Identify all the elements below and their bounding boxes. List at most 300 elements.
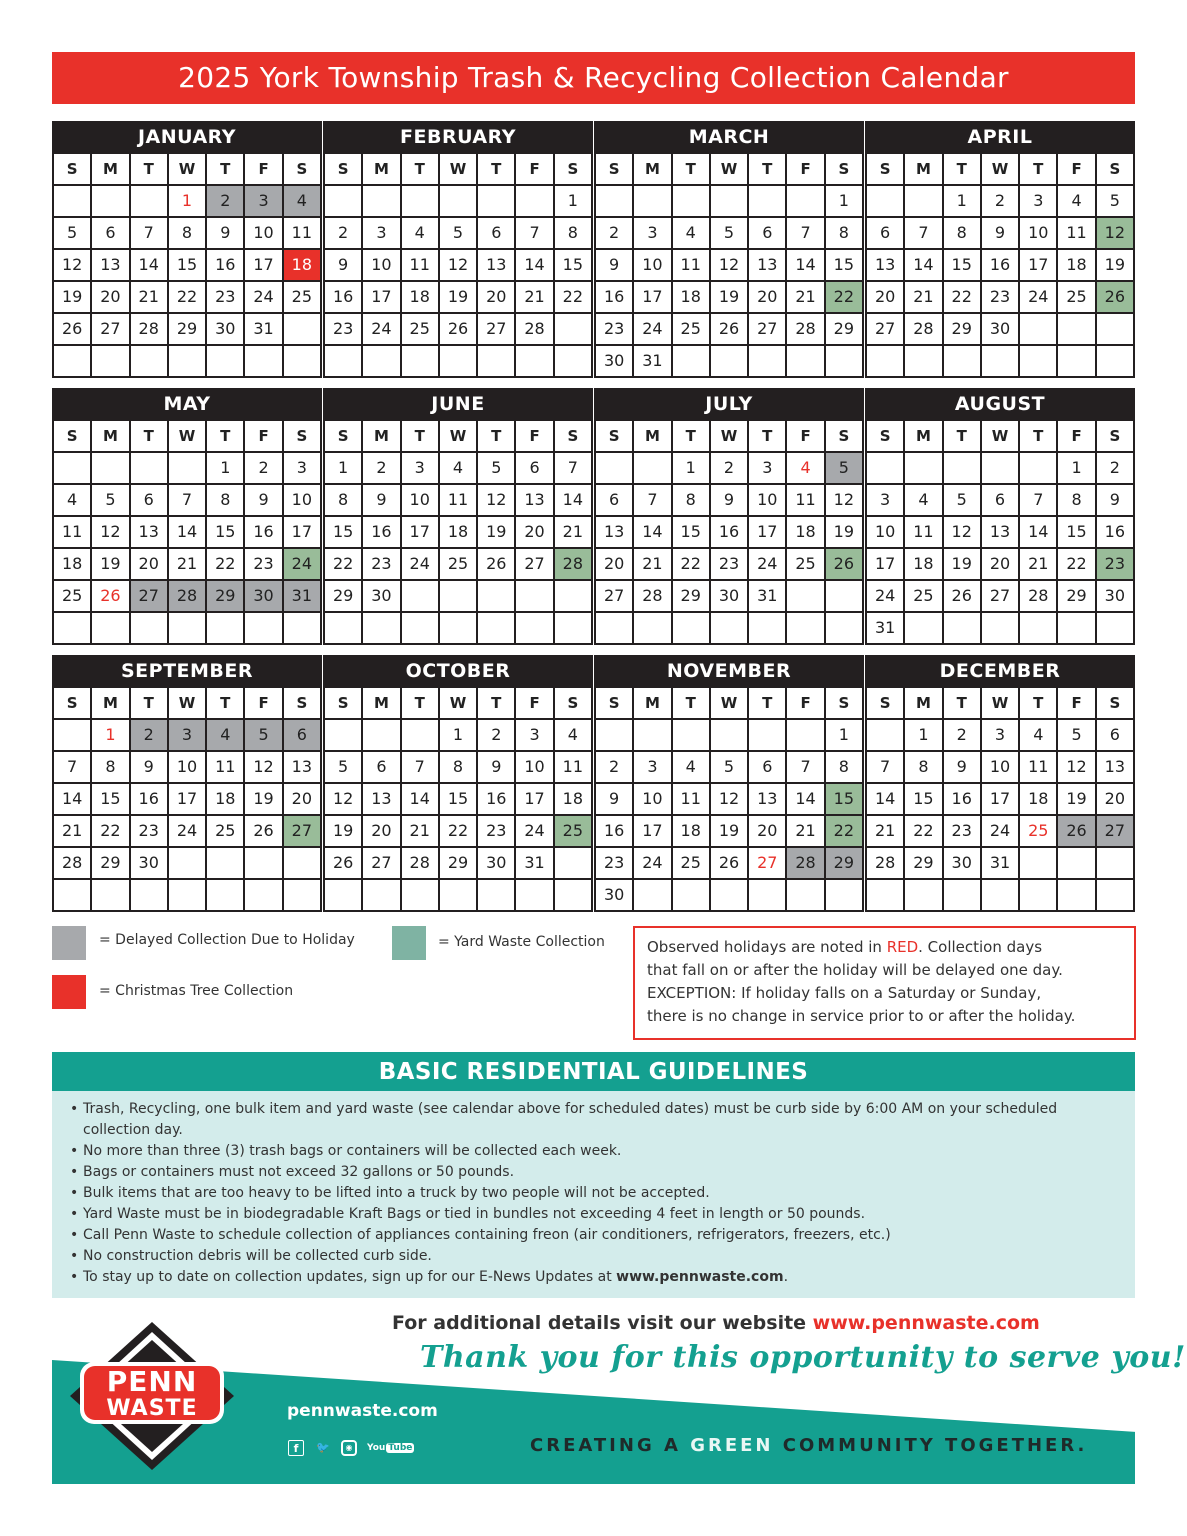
- day-cell: 27: [749, 314, 787, 346]
- empty-day-cell: [516, 880, 554, 912]
- empty-day-cell: [867, 720, 905, 752]
- weekday-header: S: [826, 688, 864, 720]
- weekday-header: F: [516, 154, 554, 186]
- weekday-header: S: [325, 421, 363, 453]
- site-url-link[interactable]: pennwaste.com: [287, 1401, 438, 1421]
- empty-day-cell: [1020, 880, 1058, 912]
- day-cell: 23: [596, 314, 634, 346]
- weekday-header: M: [634, 154, 672, 186]
- day-cell: 18: [1058, 250, 1096, 282]
- day-cell: 13: [1097, 752, 1135, 784]
- empty-day-cell: [92, 613, 130, 645]
- day-cell: 30: [596, 880, 634, 912]
- day-cell: 12: [711, 784, 749, 816]
- weekday-header: S: [596, 421, 634, 453]
- empty-day-cell: [867, 880, 905, 912]
- day-cell: 21: [634, 549, 672, 581]
- empty-day-cell: [634, 186, 672, 218]
- empty-day-cell: [131, 186, 169, 218]
- day-cell: 26: [944, 581, 982, 613]
- day-cell: 23: [711, 549, 749, 581]
- day-cell: 15: [92, 784, 130, 816]
- day-cell: 26: [325, 848, 363, 880]
- day-cell: 26: [711, 314, 749, 346]
- weekday-header: S: [284, 688, 322, 720]
- day-cell: 1: [826, 720, 864, 752]
- day-cell: 8: [325, 485, 363, 517]
- day-cell: 25: [673, 848, 711, 880]
- weekday-header: F: [516, 421, 554, 453]
- day-cell: 11: [402, 250, 440, 282]
- day-cell: 3: [634, 218, 672, 250]
- weekday-header: S: [555, 154, 593, 186]
- day-cell: 21: [867, 816, 905, 848]
- day-cell: 24: [516, 816, 554, 848]
- day-cell: 31: [982, 848, 1020, 880]
- day-cell: 10: [634, 250, 672, 282]
- weekday-header: T: [131, 688, 169, 720]
- day-cell: 11: [787, 485, 825, 517]
- day-cell: 18: [905, 549, 943, 581]
- legend-delayed-label: = Delayed Collection Due to Holiday: [99, 932, 355, 948]
- day-cell: 9: [245, 485, 283, 517]
- empty-day-cell: [92, 346, 130, 378]
- day-cell: 20: [749, 282, 787, 314]
- day-cell: 1: [440, 720, 478, 752]
- day-cell: 24: [634, 314, 672, 346]
- month-day-grid: [323, 419, 593, 645]
- empty-day-cell: [711, 613, 749, 645]
- day-cell: 9: [325, 250, 363, 282]
- weekday-header: W: [711, 688, 749, 720]
- weekday-header: W: [169, 421, 207, 453]
- day-cell: 15: [673, 517, 711, 549]
- day-cell: 3: [363, 218, 401, 250]
- day-cell: 18: [673, 816, 711, 848]
- twitter-icon[interactable]: 🐦: [316, 1441, 330, 1454]
- day-cell: 13: [749, 784, 787, 816]
- empty-day-cell: [944, 453, 982, 485]
- day-cell: 21: [787, 282, 825, 314]
- day-cell: 15: [826, 784, 864, 816]
- facebook-icon[interactable]: f: [288, 1440, 304, 1456]
- day-cell: 4: [440, 453, 478, 485]
- empty-day-cell: [982, 880, 1020, 912]
- empty-day-cell: [867, 346, 905, 378]
- month-day-grid: [52, 419, 322, 645]
- month-january: [52, 121, 322, 378]
- day-cell: 4: [207, 720, 245, 752]
- weekday-header: F: [787, 154, 825, 186]
- empty-day-cell: [92, 186, 130, 218]
- month-header: FEBRUARY: [323, 121, 593, 152]
- empty-day-cell: [402, 186, 440, 218]
- empty-day-cell: [440, 186, 478, 218]
- day-cell: 14: [787, 784, 825, 816]
- empty-day-cell: [867, 453, 905, 485]
- day-cell: 19: [478, 517, 516, 549]
- empty-day-cell: [284, 613, 322, 645]
- empty-day-cell: [634, 453, 672, 485]
- weekday-header: S: [596, 688, 634, 720]
- empty-day-cell: [905, 186, 943, 218]
- day-cell: 8: [673, 485, 711, 517]
- empty-day-cell: [1058, 314, 1096, 346]
- day-cell: 17: [634, 816, 672, 848]
- weekday-header: W: [440, 421, 478, 453]
- weekday-header: M: [92, 421, 130, 453]
- day-cell: 30: [982, 314, 1020, 346]
- note-line1-b: . Collection days: [918, 938, 1043, 956]
- empty-day-cell: [634, 720, 672, 752]
- day-cell: 19: [92, 549, 130, 581]
- empty-day-cell: [440, 613, 478, 645]
- tagline: [530, 1435, 1087, 1456]
- month-june: [323, 388, 593, 645]
- day-cell: 4: [905, 485, 943, 517]
- empty-day-cell: [555, 581, 593, 613]
- day-cell: 7: [1020, 485, 1058, 517]
- day-cell: 29: [905, 848, 943, 880]
- weekday-header: S: [325, 154, 363, 186]
- day-cell: 31: [749, 581, 787, 613]
- day-cell: 17: [402, 517, 440, 549]
- empty-day-cell: [1058, 848, 1096, 880]
- day-cell: 11: [673, 784, 711, 816]
- day-cell: 31: [284, 581, 322, 613]
- day-cell: 29: [673, 581, 711, 613]
- weekday-header: T: [673, 154, 711, 186]
- day-cell: 27: [982, 581, 1020, 613]
- weekday-header: F: [245, 154, 283, 186]
- guideline-last-suffix: .: [783, 1269, 789, 1285]
- weekday-header: T: [673, 421, 711, 453]
- empty-day-cell: [787, 880, 825, 912]
- day-cell: 20: [131, 549, 169, 581]
- empty-day-cell: [673, 186, 711, 218]
- day-cell: 16: [131, 784, 169, 816]
- empty-day-cell: [1020, 453, 1058, 485]
- weekday-header: W: [982, 688, 1020, 720]
- empty-day-cell: [826, 613, 864, 645]
- empty-day-cell: [555, 346, 593, 378]
- day-cell: 1: [673, 453, 711, 485]
- day-cell: 23: [207, 282, 245, 314]
- day-cell: 10: [749, 485, 787, 517]
- empty-day-cell: [982, 613, 1020, 645]
- day-cell: 22: [826, 282, 864, 314]
- weekday-header: F: [245, 688, 283, 720]
- youtube-tube: Tube: [388, 1443, 413, 1453]
- day-cell: 6: [749, 218, 787, 250]
- visit-url-link[interactable]: www.pennwaste.com: [812, 1312, 1040, 1334]
- day-cell: 7: [787, 218, 825, 250]
- weekday-header: F: [516, 688, 554, 720]
- day-cell: 8: [826, 218, 864, 250]
- weekday-header: F: [787, 688, 825, 720]
- month-header: AUGUST: [865, 388, 1135, 419]
- weekday-header: S: [1097, 421, 1135, 453]
- day-cell: 26: [92, 581, 130, 613]
- weekday-header: S: [867, 154, 905, 186]
- day-cell: 2: [363, 453, 401, 485]
- day-cell: 29: [325, 581, 363, 613]
- day-cell: 18: [54, 549, 92, 581]
- day-cell: 28: [867, 848, 905, 880]
- month-header: JULY: [594, 388, 864, 419]
- day-cell: 9: [363, 485, 401, 517]
- day-cell: 23: [478, 816, 516, 848]
- day-cell: 11: [905, 517, 943, 549]
- day-cell: 6: [867, 218, 905, 250]
- empty-day-cell: [1020, 314, 1058, 346]
- day-cell: 30: [363, 581, 401, 613]
- instagram-icon[interactable]: [341, 1440, 357, 1456]
- day-cell: 24: [749, 549, 787, 581]
- day-cell: 4: [787, 453, 825, 485]
- day-cell: 26: [711, 848, 749, 880]
- page-title: 2025 York Township Trash & Recycling Collection Calendar: [52, 52, 1135, 104]
- day-cell: 21: [131, 282, 169, 314]
- day-cell: 12: [440, 250, 478, 282]
- day-cell: 14: [402, 784, 440, 816]
- weekday-header: T: [749, 421, 787, 453]
- empty-day-cell: [54, 720, 92, 752]
- day-cell: 12: [54, 250, 92, 282]
- day-cell: 13: [478, 250, 516, 282]
- day-cell: 5: [944, 485, 982, 517]
- day-cell: 18: [284, 250, 322, 282]
- empty-day-cell: [634, 613, 672, 645]
- empty-day-cell: [1097, 880, 1135, 912]
- day-cell: 1: [325, 453, 363, 485]
- month-november: [594, 655, 864, 912]
- day-cell: 28: [54, 848, 92, 880]
- weekday-header: F: [1058, 421, 1096, 453]
- tagline-b: COMMUNITY TOGETHER.: [773, 1435, 1088, 1456]
- day-cell: 2: [325, 218, 363, 250]
- day-cell: 22: [92, 816, 130, 848]
- day-cell: 1: [826, 186, 864, 218]
- day-cell: 14: [787, 250, 825, 282]
- day-cell: 19: [1058, 784, 1096, 816]
- day-cell: 3: [1020, 186, 1058, 218]
- day-cell: 25: [1020, 816, 1058, 848]
- day-cell: 8: [1058, 485, 1096, 517]
- day-cell: 26: [440, 314, 478, 346]
- day-cell: 22: [826, 816, 864, 848]
- empty-day-cell: [363, 880, 401, 912]
- day-cell: 4: [1020, 720, 1058, 752]
- weekday-header: T: [402, 421, 440, 453]
- empty-day-cell: [478, 880, 516, 912]
- day-cell: 6: [284, 720, 322, 752]
- day-cell: 2: [207, 186, 245, 218]
- empty-day-cell: [1097, 613, 1135, 645]
- month-day-grid: [865, 419, 1135, 645]
- guidelines-list: [52, 1091, 1135, 1288]
- day-cell: 25: [673, 314, 711, 346]
- day-cell: 6: [92, 218, 130, 250]
- empty-day-cell: [905, 880, 943, 912]
- weekday-header: T: [207, 688, 245, 720]
- day-cell: 29: [92, 848, 130, 880]
- instagram-glyph: ◉: [345, 1443, 353, 1452]
- empty-day-cell: [749, 613, 787, 645]
- day-cell: 19: [54, 282, 92, 314]
- day-cell: 23: [245, 549, 283, 581]
- weekday-header: T: [944, 154, 982, 186]
- day-cell: 27: [749, 848, 787, 880]
- day-cell: 12: [826, 485, 864, 517]
- day-cell: 7: [402, 752, 440, 784]
- day-cell: 11: [1058, 218, 1096, 250]
- month-august: [865, 388, 1135, 645]
- month-may: [52, 388, 322, 645]
- day-cell: 19: [711, 282, 749, 314]
- guideline-url-link[interactable]: www.pennwaste.com: [616, 1269, 784, 1285]
- youtube-icon[interactable]: [367, 1440, 413, 1456]
- empty-day-cell: [325, 720, 363, 752]
- day-cell: 19: [440, 282, 478, 314]
- day-cell: 10: [516, 752, 554, 784]
- visit-line: [392, 1312, 1040, 1334]
- day-cell: 13: [284, 752, 322, 784]
- day-cell: 12: [478, 485, 516, 517]
- day-cell: 1: [92, 720, 130, 752]
- day-cell: 23: [325, 314, 363, 346]
- empty-day-cell: [1097, 314, 1135, 346]
- day-cell: 18: [402, 282, 440, 314]
- day-cell: 18: [555, 784, 593, 816]
- day-cell: 15: [207, 517, 245, 549]
- day-cell: 14: [516, 250, 554, 282]
- day-cell: 15: [944, 250, 982, 282]
- day-cell: 28: [787, 314, 825, 346]
- day-cell: 11: [555, 752, 593, 784]
- guideline-last-prefix: To stay up to date on collection updates, sign up for our E-News Updates at: [83, 1269, 617, 1285]
- day-cell: 5: [325, 752, 363, 784]
- day-cell: 16: [207, 250, 245, 282]
- day-cell: 22: [944, 282, 982, 314]
- day-cell: 5: [245, 720, 283, 752]
- day-cell: 21: [169, 549, 207, 581]
- empty-day-cell: [478, 581, 516, 613]
- empty-day-cell: [787, 720, 825, 752]
- empty-day-cell: [325, 186, 363, 218]
- day-cell: 22: [555, 282, 593, 314]
- weekday-header: T: [673, 688, 711, 720]
- day-cell: 3: [749, 453, 787, 485]
- day-cell: 28: [787, 848, 825, 880]
- day-cell: 6: [363, 752, 401, 784]
- day-cell: 6: [749, 752, 787, 784]
- weekday-header: M: [363, 154, 401, 186]
- day-cell: 15: [1058, 517, 1096, 549]
- day-cell: 17: [1020, 250, 1058, 282]
- day-cell: 21: [1020, 549, 1058, 581]
- weekday-header: S: [325, 688, 363, 720]
- month-header: JUNE: [323, 388, 593, 419]
- day-cell: 27: [284, 816, 322, 848]
- day-cell: 30: [1097, 581, 1135, 613]
- day-cell: 26: [245, 816, 283, 848]
- day-cell: 2: [596, 218, 634, 250]
- weekday-header: T: [749, 154, 787, 186]
- empty-day-cell: [207, 613, 245, 645]
- day-cell: 26: [1058, 816, 1096, 848]
- day-cell: 5: [54, 218, 92, 250]
- empty-day-cell: [402, 613, 440, 645]
- weekday-header: T: [1020, 421, 1058, 453]
- weekday-header: T: [402, 688, 440, 720]
- day-cell: 29: [440, 848, 478, 880]
- day-cell: 24: [169, 816, 207, 848]
- day-cell: 7: [131, 218, 169, 250]
- day-cell: 17: [245, 250, 283, 282]
- day-cell: 26: [1097, 282, 1135, 314]
- day-cell: 5: [1058, 720, 1096, 752]
- note-line3: EXCEPTION: If holiday falls on a Saturday or Sunday,: [647, 984, 1042, 1002]
- weekday-header: F: [1058, 688, 1096, 720]
- weekday-header: T: [1020, 154, 1058, 186]
- day-cell: 22: [325, 549, 363, 581]
- day-cell: 3: [516, 720, 554, 752]
- day-cell: 21: [905, 282, 943, 314]
- month-october: [323, 655, 593, 912]
- day-cell: 1: [169, 186, 207, 218]
- guidelines-panel: [52, 1052, 1135, 1298]
- day-cell: 13: [596, 517, 634, 549]
- day-cell: 5: [711, 218, 749, 250]
- day-cell: 9: [596, 784, 634, 816]
- day-cell: 29: [826, 848, 864, 880]
- day-cell: 4: [402, 218, 440, 250]
- day-cell: 1: [1058, 453, 1096, 485]
- day-cell: 9: [596, 250, 634, 282]
- empty-day-cell: [363, 613, 401, 645]
- day-cell: 19: [325, 816, 363, 848]
- day-cell: 3: [284, 453, 322, 485]
- day-cell: 18: [1020, 784, 1058, 816]
- day-cell: 29: [169, 314, 207, 346]
- weekday-header: S: [284, 154, 322, 186]
- empty-day-cell: [749, 186, 787, 218]
- day-cell: 27: [131, 581, 169, 613]
- penn-waste-logo: [70, 1322, 234, 1470]
- empty-day-cell: [711, 186, 749, 218]
- day-cell: 9: [711, 485, 749, 517]
- empty-day-cell: [440, 581, 478, 613]
- day-cell: 22: [673, 549, 711, 581]
- day-cell: 16: [478, 784, 516, 816]
- empty-day-cell: [944, 613, 982, 645]
- weekday-header: M: [905, 421, 943, 453]
- weekday-header: T: [944, 688, 982, 720]
- day-cell: 14: [131, 250, 169, 282]
- empty-day-cell: [711, 346, 749, 378]
- day-cell: 7: [787, 752, 825, 784]
- empty-day-cell: [787, 186, 825, 218]
- day-cell: 10: [363, 250, 401, 282]
- weekday-header: M: [905, 154, 943, 186]
- weekday-header: S: [54, 421, 92, 453]
- empty-day-cell: [555, 613, 593, 645]
- note-red-word: RED: [886, 938, 919, 956]
- weekday-header: F: [245, 421, 283, 453]
- day-cell: 17: [363, 282, 401, 314]
- month-header: JANUARY: [52, 121, 322, 152]
